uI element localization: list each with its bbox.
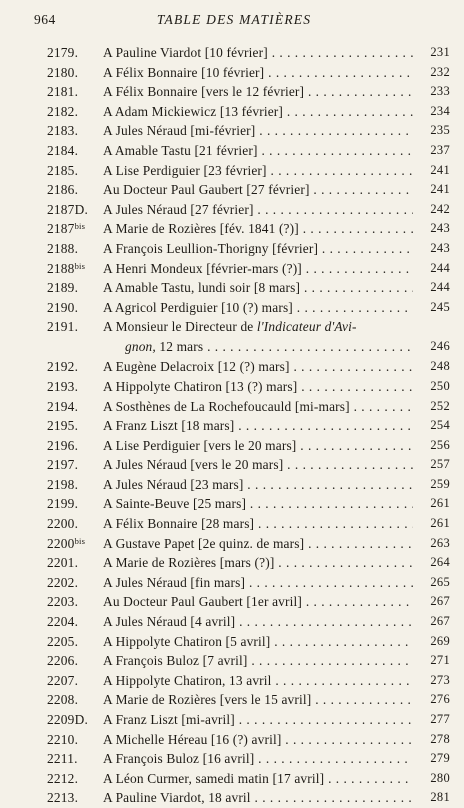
entry-number — [47, 239, 99, 259]
entry-number — [47, 690, 99, 710]
entry-number-text: 2192. — [47, 359, 79, 375]
entry-number — [47, 43, 99, 63]
toc-entry — [0, 573, 464, 593]
entry-title — [103, 788, 413, 808]
entry-number-text: 2212. — [47, 770, 79, 786]
toc-entry — [0, 475, 464, 495]
entry-title-text: A Félix Bonnaire [28 mars] — [103, 516, 255, 532]
entry-title — [103, 219, 413, 239]
entry-title-text: A Pauline Viardot, 18 avril — [103, 790, 251, 806]
entry-number-text: 2186. — [47, 182, 79, 198]
entry-number — [47, 475, 99, 495]
entry-page-number: 252 — [418, 397, 450, 417]
entry-title-text: A Franz Liszt [18 mars] — [103, 418, 235, 434]
entry-page-number: 245 — [418, 298, 450, 318]
entry-page-number: 250 — [418, 377, 450, 397]
entry-number — [47, 651, 99, 671]
entry-page-number: 234 — [418, 102, 450, 122]
entry-title — [103, 357, 413, 377]
entry-title — [103, 612, 413, 632]
entry-number — [47, 357, 99, 377]
entry-title-text: A Jules Néraud [23 mars] — [103, 476, 244, 492]
entry-page-number: 264 — [418, 553, 450, 573]
entry-title-text: A Henri Mondeux [février-mars (?)] — [103, 260, 302, 276]
entry-title — [103, 514, 413, 534]
entry-number — [47, 259, 99, 279]
entry-number — [47, 514, 99, 534]
entry-number-text: 2188. — [47, 240, 79, 256]
entry-title — [103, 592, 413, 612]
entry-number — [47, 632, 99, 652]
entry-number — [47, 612, 99, 632]
entry-title-text: A Eugène Delacroix [12 (?) mars] — [103, 359, 290, 375]
entry-title — [103, 141, 413, 161]
entry-number-text: 2183. — [47, 123, 79, 139]
toc-entry — [0, 377, 464, 397]
toc-entry — [0, 239, 464, 259]
entry-number-text: 2209D. — [47, 712, 88, 727]
entry-number-text: 2201. — [47, 555, 79, 571]
toc-entry — [0, 43, 464, 63]
toc-entry — [0, 219, 464, 239]
entry-number-text: 2203. — [47, 594, 79, 610]
entry-number-text: 2184. — [47, 142, 79, 158]
entry-number-text: 2185. — [47, 162, 79, 178]
entry-number — [47, 788, 99, 808]
toc-entry — [0, 298, 464, 318]
toc-entry — [0, 436, 464, 456]
entry-number-text: 2191. — [47, 319, 79, 335]
entry-title-text: A Adam Mickiewicz [13 février] — [103, 103, 284, 119]
entry-title — [103, 573, 413, 593]
page-number: 964 — [34, 12, 56, 27]
entry-title-text: A Jules Néraud [27 février] — [103, 201, 254, 217]
entry-number-text: 2202. — [47, 574, 79, 590]
toc-entry — [0, 82, 464, 102]
toc-entry — [0, 259, 464, 279]
entry-number — [47, 278, 99, 298]
entry-number — [47, 102, 99, 122]
entry-page-number: 232 — [418, 63, 450, 83]
entry-number-text: 2181. — [47, 84, 79, 100]
entry-number — [47, 710, 99, 730]
entry-title-text: A Agricol Perdiguier [10 (?) mars] — [103, 299, 293, 315]
entry-page-number: 257 — [418, 455, 450, 475]
entry-number-text: 2187 — [47, 221, 75, 237]
entry-title — [103, 534, 413, 554]
entry-number — [47, 436, 99, 456]
entry-title-text: A Franz Liszt [mi-avril] — [103, 712, 235, 727]
entry-title — [103, 769, 413, 789]
entry-title — [103, 180, 413, 200]
toc-entry — [0, 671, 464, 691]
entry-page-number: 237 — [418, 141, 450, 161]
entry-title-text: A Marie de Rozières [mars (?)] — [103, 555, 275, 571]
entry-title — [103, 730, 413, 750]
toc-entry — [0, 161, 464, 181]
entry-number — [47, 553, 99, 573]
entry-page-number: 273 — [418, 671, 450, 691]
entry-number-suffix: bis — [74, 221, 86, 232]
toc-entry — [0, 180, 464, 200]
entry-number — [47, 161, 99, 181]
entry-page-number: 246 — [418, 337, 450, 357]
entry-page-number: 281 — [418, 788, 450, 808]
entry-number — [47, 671, 99, 691]
entry-title-text: A Hippolyte Chatiron [13 (?) mars] — [103, 378, 298, 394]
entry-title-text: A Hippolyte Chatiron [5 avril] — [103, 633, 271, 649]
entry-number-text: 2207. — [47, 672, 79, 688]
entry-title-text: A Sainte-Beuve [25 mars] — [103, 496, 247, 512]
entry-number — [47, 82, 99, 102]
entry-title — [103, 121, 413, 141]
entry-title-text: Au Docteur Paul Gaubert [27 février] — [103, 182, 310, 198]
entry-page-number: 267 — [418, 592, 450, 612]
entry-title-text: A Marie de Rozières [fév. 1841 (?)] — [103, 221, 299, 237]
entry-title-text: A Marie de Rozières [vers le 15 avril] — [103, 692, 312, 708]
toc-entry — [0, 200, 464, 220]
entry-number — [47, 298, 99, 318]
toc-entry — [0, 514, 464, 534]
entry-title — [103, 475, 413, 495]
entry-title-text: A Pauline Viardot [10 février] — [103, 45, 268, 60]
entry-page-number: 259 — [418, 475, 450, 495]
entry-title-text: A Michelle Héreau [16 (?) avril] — [103, 731, 282, 747]
toc-entry — [0, 632, 464, 652]
entry-number — [47, 494, 99, 514]
entry-page-number: 261 — [418, 514, 450, 534]
toc-entry — [0, 710, 464, 730]
toc-entry — [0, 788, 464, 808]
entry-title — [103, 710, 413, 730]
entry-title-text: A Lise Perdiguier [23 février] — [103, 162, 267, 178]
entry-page-number: 244 — [418, 278, 450, 298]
toc-entry — [0, 534, 464, 554]
entry-number-text: 2211. — [47, 751, 78, 767]
entry-number — [47, 416, 99, 436]
entry-title-text: Au Docteur Paul Gaubert [1er avril] — [103, 594, 302, 610]
entry-number-text: 2208. — [47, 692, 79, 708]
entry-title — [103, 200, 413, 220]
entry-number-text: 2180. — [47, 64, 79, 80]
entry-page-number: 244 — [418, 259, 450, 279]
entry-title — [103, 259, 413, 279]
entry-title — [103, 102, 413, 122]
toc-entry — [0, 494, 464, 514]
entry-page-number: 279 — [418, 749, 450, 769]
entry-title-text: A Jules Néraud [mi-février] — [103, 123, 256, 139]
entry-number — [47, 455, 99, 475]
entry-number-text: 2195. — [47, 418, 79, 434]
entry-number-text: 2204. — [47, 614, 79, 630]
entry-page-number: 280 — [418, 769, 450, 789]
entry-title — [103, 436, 413, 456]
entry-page-number: 261 — [418, 494, 450, 514]
entry-title-text: A Sosthènes de La Rochefoucauld [mi-mars] — [103, 398, 350, 414]
toc-entry — [0, 592, 464, 612]
entry-number — [47, 63, 99, 83]
toc-entry — [0, 317, 464, 357]
entry-number — [47, 534, 99, 554]
toc-entry — [0, 121, 464, 141]
entry-title — [103, 239, 413, 259]
entry-title — [103, 161, 413, 181]
entry-title-text: A Hippolyte Chatiron, 13 avril — [103, 672, 272, 688]
toc-entry — [0, 690, 464, 710]
entry-page-number: 233 — [418, 82, 450, 102]
running-title: TABLE DES MATIÈRES — [156, 12, 312, 27]
entry-number-text: 2205. — [47, 633, 79, 649]
entry-number-text: 2200. — [47, 516, 79, 532]
toc-entry — [0, 416, 464, 436]
entry-number — [47, 377, 99, 397]
entry-number-text: 2196. — [47, 437, 79, 453]
entry-page-number: 276 — [418, 690, 450, 710]
entry-number — [47, 180, 99, 200]
entry-title-text: A Léon Curmer, samedi matin [17 avril] — [103, 770, 325, 786]
toc-entry — [0, 278, 464, 298]
entry-number-text: 2190. — [47, 299, 79, 315]
entry-page-number: 277 — [418, 710, 450, 730]
entry-title — [103, 455, 413, 475]
toc-entry — [0, 455, 464, 475]
entry-title — [103, 553, 413, 573]
entry-number — [47, 141, 99, 161]
entry-number-text: 2189. — [47, 280, 79, 296]
entry-title-text: A Lise Perdiguier [vers le 20 mars] — [103, 437, 297, 453]
entry-number — [47, 592, 99, 612]
entry-page-number: 269 — [418, 632, 450, 652]
entry-title — [103, 632, 413, 652]
entry-title-text: A François Buloz [16 avril] — [103, 751, 255, 767]
entry-title-text: A François Leullion-Thorigny [février] — [103, 240, 319, 256]
entry-number — [47, 200, 99, 220]
entry-page-number: 263 — [418, 534, 450, 554]
entry-continuation-italic: gnon, — [125, 338, 156, 354]
entry-title-text: A Amable Tastu, lundi soir [8 mars] — [103, 280, 301, 296]
entry-title-text: A Félix Bonnaire [10 février] — [103, 64, 265, 80]
entry-number-text: 2194. — [47, 398, 79, 414]
toc-entry — [0, 357, 464, 377]
entry-title-text: A Amable Tastu [21 février] — [103, 142, 258, 158]
toc-entry — [0, 749, 464, 769]
entry-number-text: 2197. — [47, 457, 79, 473]
entry-number — [47, 730, 99, 750]
toc-entry — [0, 102, 464, 122]
entry-number — [47, 769, 99, 789]
entry-number-suffix: bis — [74, 260, 86, 271]
entry-page-number: 256 — [418, 436, 450, 456]
entry-title — [103, 298, 413, 318]
entry-page-number: 267 — [418, 612, 450, 632]
entry-number-text: 2188 — [47, 260, 75, 276]
entry-number-text: 2198. — [47, 476, 79, 492]
entry-number — [47, 121, 99, 141]
entry-number-text: 2179. — [47, 45, 79, 60]
toc-entry — [0, 769, 464, 789]
entry-title-text: A Félix Bonnaire [vers le 12 février] — [103, 84, 305, 100]
entry-continuation-text: 12 mars — [155, 338, 204, 354]
entry-number-text: 2206. — [47, 653, 79, 669]
entry-page-number: 248 — [418, 357, 450, 377]
toc-entry — [0, 553, 464, 573]
entry-title — [103, 377, 413, 397]
entry-title — [103, 494, 413, 514]
entry-page-number: 231 — [418, 43, 450, 63]
entry-title — [103, 651, 413, 671]
entry-title — [103, 749, 413, 769]
toc-entry — [0, 63, 464, 83]
entry-title-text: A François Buloz [7 avril] — [103, 653, 248, 669]
entry-number-text: 2213. — [47, 790, 79, 806]
entry-number-text: 2199. — [47, 496, 79, 512]
entry-number — [47, 397, 99, 417]
entry-title-text: A Jules Néraud [4 avril] — [103, 614, 236, 630]
entry-number-text: 2200 — [47, 535, 75, 551]
entry-page-number: 278 — [418, 730, 450, 750]
entry-title — [103, 63, 413, 83]
entry-title — [103, 317, 413, 356]
entry-number-suffix: bis — [74, 535, 86, 546]
entry-number — [47, 573, 99, 593]
entry-page-number: 265 — [418, 573, 450, 593]
entry-number-text: 2193. — [47, 378, 79, 394]
entry-number — [47, 317, 99, 337]
entry-number-text: 2187D. — [47, 201, 88, 217]
entry-number-text: 2182. — [47, 103, 79, 119]
entry-number — [47, 219, 99, 239]
entry-title — [103, 43, 413, 63]
entry-title-italic: l'Indicateur d'Avi- — [256, 319, 357, 335]
entry-page-number: 235 — [418, 121, 450, 141]
entry-page-number: 271 — [418, 651, 450, 671]
entry-title — [103, 416, 413, 436]
entry-title — [103, 397, 413, 417]
toc-entry — [0, 141, 464, 161]
entry-number-text: 2210. — [47, 731, 79, 747]
entry-title — [103, 278, 413, 298]
entry-page-number: 242 — [418, 200, 450, 220]
entry-title-text: A Jules Néraud [fin mars] — [103, 574, 246, 590]
page-header — [34, 12, 434, 34]
entry-page-number: 243 — [418, 219, 450, 239]
toc-entry — [0, 612, 464, 632]
entry-title — [103, 82, 413, 102]
table-of-contents — [0, 43, 464, 808]
entry-page-number: 254 — [418, 416, 450, 436]
entry-number — [47, 749, 99, 769]
toc-entry — [0, 397, 464, 417]
entry-title-text: A Gustave Papet [2e quinz. de mars] — [103, 535, 305, 551]
entry-title-text: A Monsieur le Directeur de — [103, 319, 254, 335]
toc-entry — [0, 651, 464, 671]
entry-title-text: A Jules Néraud [vers le 20 mars] — [103, 457, 284, 473]
entry-page-number: 241 — [418, 161, 450, 181]
entry-title-continuation — [103, 337, 413, 357]
entry-title — [103, 671, 413, 691]
toc-entry — [0, 730, 464, 750]
entry-title — [103, 690, 413, 710]
entry-page-number: 243 — [418, 239, 450, 259]
entry-page-number: 241 — [418, 180, 450, 200]
